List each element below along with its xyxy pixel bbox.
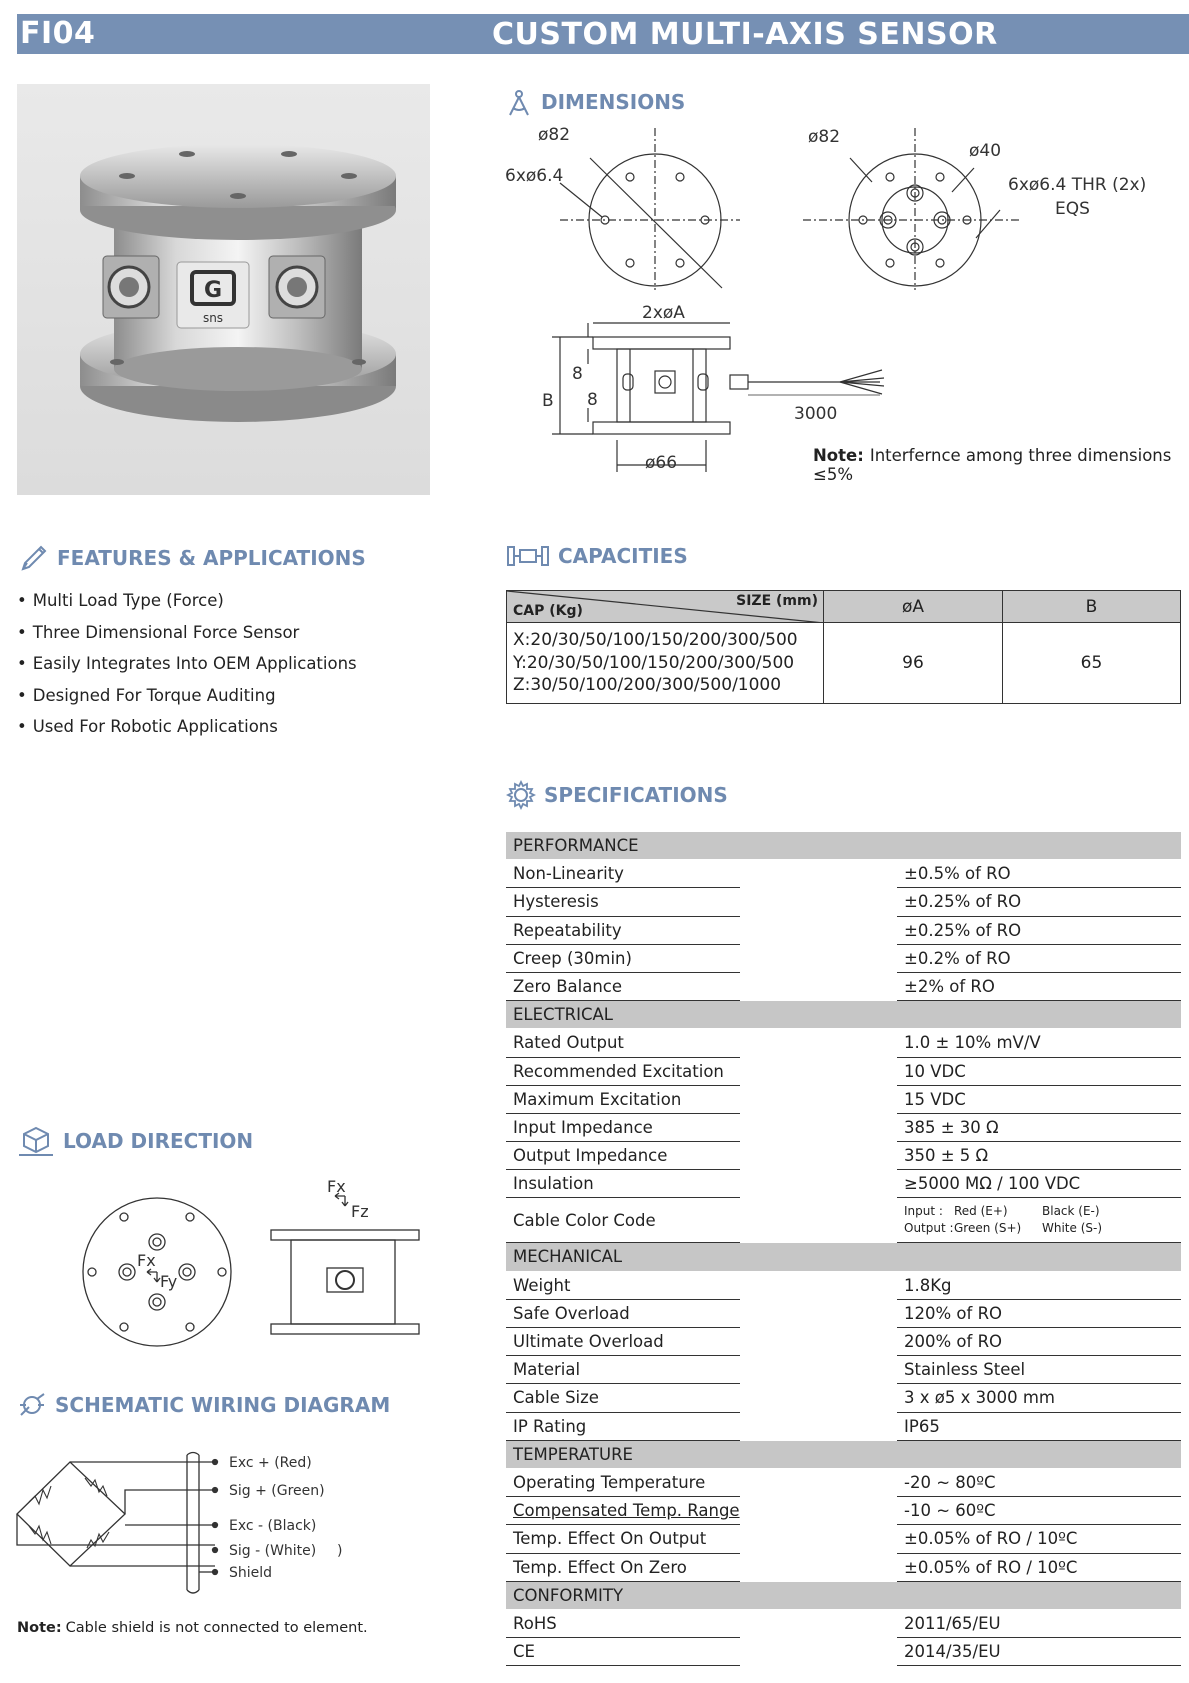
table-row: Operating Temperature -20 ~ 80ºC — [506, 1469, 1181, 1497]
table-row: Repeatability ±0.25% of RO — [506, 917, 1181, 945]
table-row: RoHS 2011/65/EU — [506, 1610, 1181, 1638]
logo-letter: G — [203, 278, 223, 303]
list-item: • Designed For Torque Auditing — [17, 680, 357, 712]
table-row: Cable Size 3 x ø5 x 3000 mm — [506, 1384, 1181, 1412]
wire-shield: Shield — [229, 1565, 273, 1581]
table-row: Safe Overload 120% of RO — [506, 1300, 1181, 1328]
table-row: Temp. Effect On Output ±0.05% of RO / 10ºC — [506, 1525, 1181, 1553]
table-row: Input Impedance 385 ± 30 Ω — [506, 1114, 1181, 1142]
table-row: Insulation ≥5000 MΩ / 100 VDC — [506, 1170, 1181, 1198]
table-row: Creep (30min) ±0.2% of RO — [506, 945, 1181, 973]
capacities-table — [506, 590, 1181, 704]
list-item: • Used For Robotic Applications — [17, 711, 357, 743]
fy-label: Fy — [160, 1272, 178, 1291]
list-item: • Multi Load Type (Force) — [17, 585, 357, 617]
features-list — [17, 585, 357, 743]
spec-group-conformity: CONFORMITY — [506, 1582, 1181, 1610]
table-row: Cable Color Code Input : Red (E+) Black (E-) Output :Green (S+) White (S-) — [506, 1198, 1181, 1243]
cap-table-corner-header: SIZE (mm) CAP (Kg) — [507, 591, 824, 623]
gear-icon — [506, 780, 536, 810]
dimension-drawing — [500, 120, 1189, 480]
table-row: Weight 1.8Kg — [506, 1272, 1181, 1300]
specifications-table — [506, 832, 1181, 1666]
wire-sig-neg: Sig - (White) — [229, 1543, 317, 1559]
table-row: Hysteresis ±0.25% of RO — [506, 888, 1181, 916]
wiring-diagram — [15, 1450, 375, 1600]
fx-label: Fx — [137, 1251, 156, 1270]
table-row: Non-Linearity ±0.5% of RO — [506, 860, 1181, 888]
logo-text: sns — [202, 311, 224, 325]
dim-label-holes: 6xø6.4 — [505, 166, 564, 186]
dim-label-b: B — [542, 391, 554, 411]
table-row: Temp. Effect On Zero ±0.05% of RO / 10ºC — [506, 1554, 1181, 1582]
table-row: Zero Balance ±2% of RO — [506, 973, 1181, 1001]
dim-label-d82-right: ø82 — [808, 127, 841, 147]
list-item: • Three Dimensional Force Sensor — [17, 617, 357, 649]
dim-label-2xa: 2xøA — [642, 303, 685, 323]
capacities-heading: CAPACITIES — [506, 543, 688, 569]
table-row: Rated Output 1.0 ± 10% mV/V — [506, 1029, 1181, 1057]
pen-icon — [19, 543, 49, 573]
sensor-illustration — [17, 84, 430, 495]
cube-icon — [17, 1124, 55, 1158]
specifications-heading: SPECIFICATIONS — [506, 780, 728, 810]
wrench-icon — [17, 1391, 47, 1419]
table-row: Recommended Excitation 10 VDC — [506, 1058, 1181, 1086]
cap-value-a: 96 — [824, 623, 1003, 704]
wiring-note: Note: Cable shield is not connected to element. — [17, 1620, 368, 1636]
list-item: • Easily Integrates Into OEM Applications — [17, 648, 357, 680]
wiring-heading: SCHEMATIC WIRING DIAGRAM — [17, 1391, 390, 1419]
table-row: CE 2014/35/EU — [506, 1638, 1181, 1666]
table-row: Compensated Temp. Range -10 ~ 60ºC — [506, 1497, 1181, 1525]
cap-col-b: B — [1003, 591, 1181, 623]
spec-group-electrical: ELECTRICAL — [506, 1001, 1181, 1029]
table-row: Output Impedance 350 ± 5 Ω — [506, 1142, 1181, 1170]
product-code: FI04 — [20, 16, 96, 51]
spec-group-performance: PERFORMANCE — [506, 832, 1181, 860]
cap-value-b: 65 — [1003, 623, 1181, 704]
table-row: IP Rating IP65 — [506, 1413, 1181, 1441]
wire-exc-neg: Exc - (Black) — [229, 1518, 317, 1534]
dim-label-thr: 6xø6.4 THR (2x) — [1008, 175, 1147, 195]
compass-icon — [505, 88, 533, 116]
table-row: Ultimate Overload 200% of RO — [506, 1328, 1181, 1356]
load-cell-icon — [506, 543, 550, 569]
features-heading: FEATURES & APPLICATIONS — [19, 543, 366, 573]
page-title: CUSTOM MULTI-AXIS SENSOR — [492, 17, 998, 52]
load-direction-heading: LOAD DIRECTION — [17, 1124, 253, 1158]
spec-group-mechanical: MECHANICAL — [506, 1243, 1181, 1271]
cap-values: X:20/30/50/100/150/200/300/500 Y:20/30/50/100/150/200/300/500 Z:30/50/100/200/300/500/1000 — [507, 623, 824, 704]
cap-col-a: øA — [824, 591, 1003, 623]
wire-sig-pos: Sig + (Green) — [229, 1483, 325, 1499]
table-row: Maximum Excitation 15 VDC — [506, 1086, 1181, 1114]
cable-color-code: Input : Red (E+) Black (E-) Output :Green (S+) White (S-) — [897, 1198, 1181, 1243]
wire-paren: ) — [337, 1543, 343, 1559]
product-photo — [17, 84, 430, 495]
table-row: Material Stainless Steel — [506, 1356, 1181, 1384]
page-header — [17, 14, 1189, 54]
dim-label-8-bottom: 8 — [587, 390, 598, 410]
dim-label-d82-left: ø82 — [538, 125, 571, 145]
dimensions-heading: DIMENSIONS — [505, 88, 685, 116]
dim-label-8-top: 8 — [572, 364, 583, 384]
dim-label-d66: ø66 — [645, 453, 678, 473]
dimensions-note: Note: Interfernce among three dimensions ≤5% — [813, 446, 1172, 484]
dim-label-d40: ø40 — [969, 141, 1002, 161]
wire-exc-pos: Exc + (Red) — [229, 1455, 312, 1471]
dim-label-eqs: EQS — [1055, 199, 1090, 219]
load-direction-diagram — [75, 1180, 435, 1350]
fx-side-label: Fx — [327, 1180, 346, 1196]
spec-group-temperature: TEMPERATURE — [506, 1441, 1181, 1469]
dim-label-cable: 3000 — [794, 404, 838, 424]
fz-label: Fz — [351, 1202, 369, 1221]
